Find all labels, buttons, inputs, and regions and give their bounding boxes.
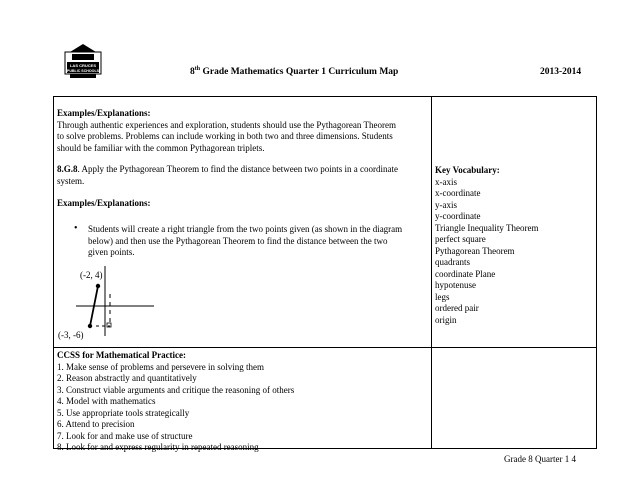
vocab-item: hypotenuse bbox=[435, 280, 476, 290]
page-footer: Grade 8 Quarter 1 4 bbox=[504, 454, 576, 464]
vocab-item: Pythagorean Theorem bbox=[435, 245, 515, 256]
point-a-marker bbox=[96, 284, 100, 288]
examples-line: should be familiar with the common Pythagorean triplets. bbox=[57, 142, 265, 153]
logo-text-top: LAS CRUCES bbox=[69, 63, 97, 68]
vocab-item: x-coordinate bbox=[435, 188, 481, 198]
vocab-item: ordered pair bbox=[435, 303, 479, 313]
bullet-line: below) and then use the Pythagorean Theorem to find the distance between the two bbox=[88, 235, 388, 246]
bullet-icon: • bbox=[74, 223, 78, 234]
vocab-item: y-coordinate bbox=[435, 211, 481, 221]
vocab-item: Triangle Inequality Theorem bbox=[435, 222, 539, 233]
point-b-label: (-3, -6) bbox=[58, 330, 84, 340]
bullet-item bbox=[88, 224, 418, 259]
examples-cell bbox=[57, 108, 427, 209]
title-text: Grade Mathematics Quarter 1 Curriculum Map bbox=[200, 67, 399, 78]
column-divider bbox=[431, 96, 432, 449]
examples-line: to solve problems. Problems can include working in both two and three dimensions. Students bbox=[57, 131, 393, 142]
standard-code: 8.G.8 bbox=[57, 164, 78, 175]
standard-text: . Apply the Pythagorean Theorem to find the distance between two points in a coordinate bbox=[77, 164, 399, 175]
practice-item: 5. Use appropriate tools strategically bbox=[57, 407, 190, 418]
vocab-item: perfect square bbox=[435, 234, 486, 244]
vocab-item: coordinate Plane bbox=[435, 268, 496, 279]
examples-heading: Examples/Explanations: bbox=[57, 108, 151, 118]
logo-text-bottom: PUBLIC SCHOOLS bbox=[66, 69, 100, 73]
school-logo-icon bbox=[62, 42, 104, 84]
examples-line: Through authentic experiences and exploration, students should use the Pythagorean Theorem bbox=[57, 119, 396, 130]
page-title bbox=[190, 66, 398, 77]
bullet-line: Students will create a right triangle from the two points given (as shown in the diagram bbox=[88, 224, 403, 234]
standard-text-cont: system. bbox=[57, 175, 85, 186]
vocab-heading: Key Vocabulary: bbox=[435, 165, 500, 175]
point-b-marker bbox=[88, 324, 92, 328]
examples-heading-2: Examples/Explanations: bbox=[57, 197, 151, 208]
vocab-item: y-axis bbox=[435, 199, 457, 210]
practice-cell bbox=[57, 350, 294, 454]
practice-heading: CCSS for Mathematical Practice: bbox=[57, 350, 187, 360]
vocabulary-cell bbox=[435, 165, 538, 326]
practice-item: 4. Model with mathematics bbox=[57, 396, 156, 406]
practice-item: 7. Look for and make use of structure bbox=[57, 430, 193, 441]
school-year: 2013-2014 bbox=[540, 67, 582, 77]
vocab-item: legs bbox=[435, 291, 450, 302]
vocab-item: origin bbox=[435, 314, 457, 325]
practice-item: 6. Attend to precision bbox=[57, 419, 135, 429]
vocab-item: x-axis bbox=[435, 176, 457, 187]
standard-statement bbox=[57, 164, 427, 176]
practice-item: 3. Construct viable arguments and critique the reasoning of others bbox=[57, 384, 295, 395]
point-a-label: (-2, 4) bbox=[80, 270, 103, 280]
vocab-item: quadrants bbox=[435, 257, 470, 267]
title-grade: 8 bbox=[190, 67, 195, 78]
practice-item: 1. Make sense of problems and persevere in solving them bbox=[57, 361, 264, 372]
practice-item: 8. Look for and express regularity in repeated reasoning bbox=[57, 442, 259, 452]
row-divider bbox=[53, 347, 597, 348]
title-superscript: th bbox=[194, 66, 201, 72]
bullet-line: given points. bbox=[88, 247, 135, 258]
practice-item: 2. Reason abstractly and quantitatively bbox=[57, 373, 197, 383]
